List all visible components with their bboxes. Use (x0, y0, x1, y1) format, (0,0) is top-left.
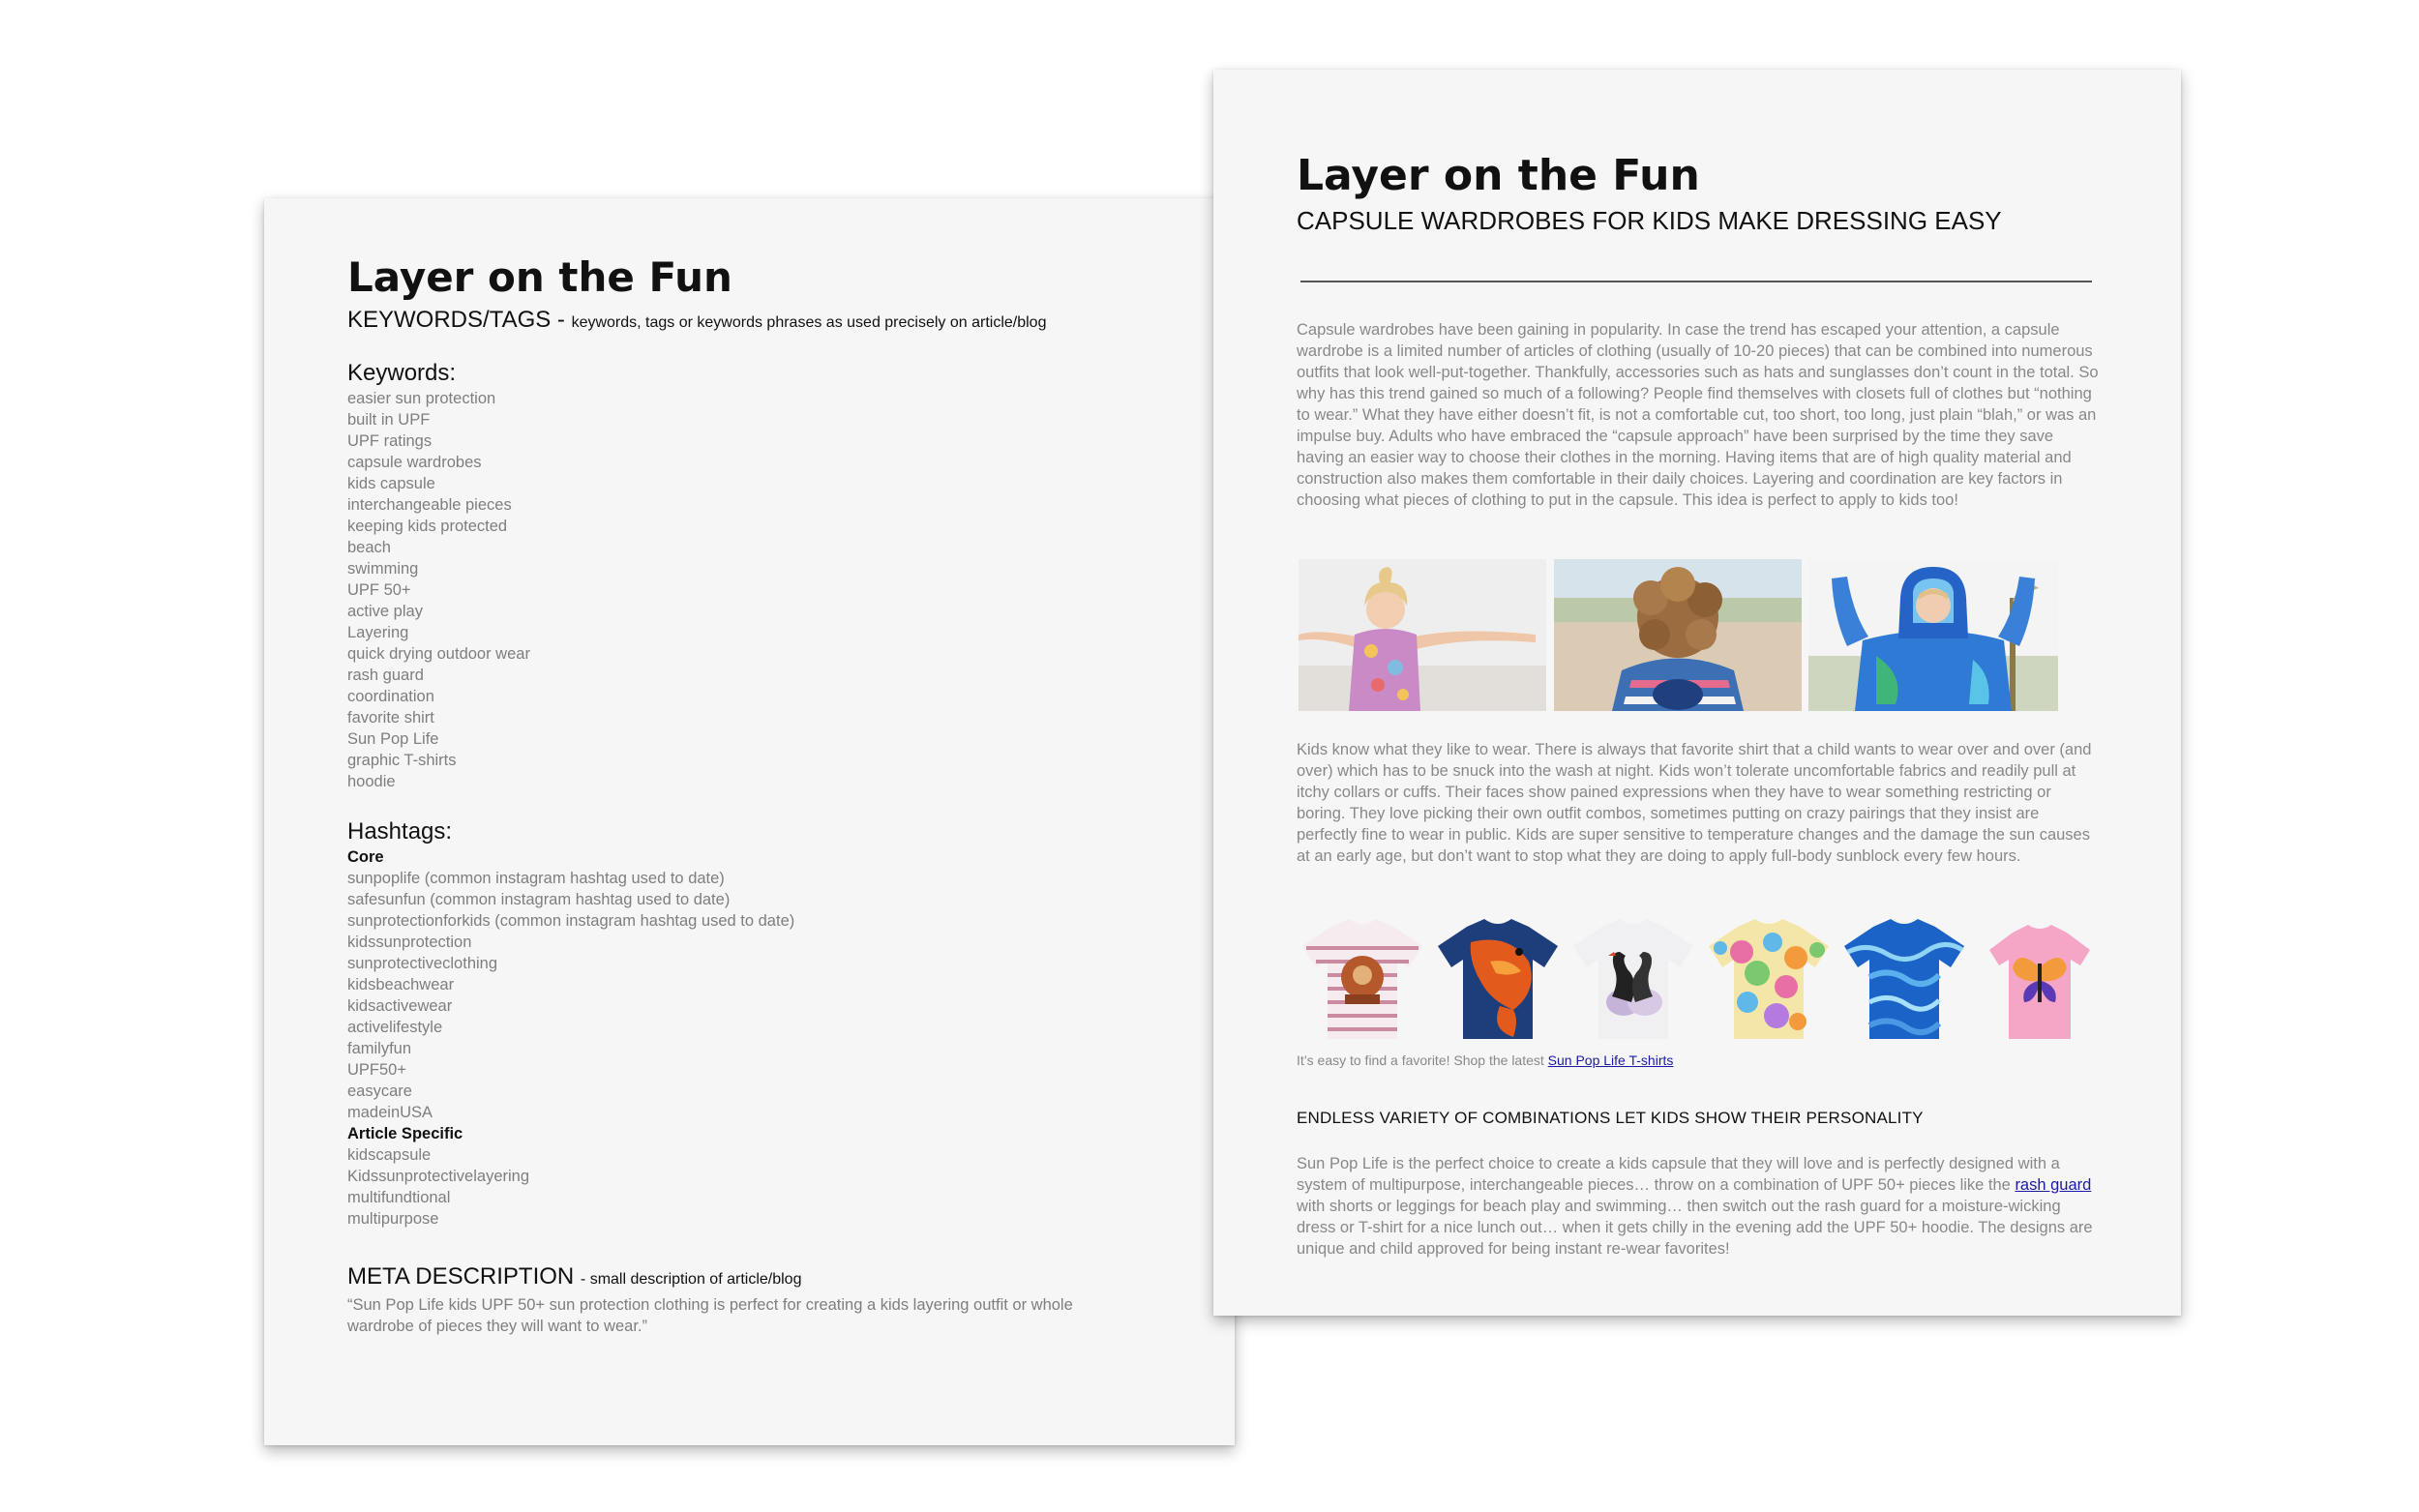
para3-text-a: Sun Pop Life is the perfect choice to create a kids capsule that they will love and is perfectly designed with a system of multipurpose, interchangeable pieces… throw on a combination of UPF 50+ pieces like the (1297, 1155, 2060, 1194)
photo-girl-arms-out (1299, 559, 1546, 711)
photo-curly-hair-beach (1554, 559, 1802, 711)
hashtag-item: familyfun (347, 1040, 412, 1057)
hashtag-item: activelifestyle (347, 1019, 443, 1036)
section-heading: ENDLESS VARIETY OF COMBINATIONS LET KIDS SHOW THEIR PERSONALITY (1297, 1109, 1924, 1127)
article-hashtags-list (347, 1144, 1199, 1230)
keyword-item: keeping kids protected (347, 518, 508, 535)
tshirt-butterfly-pink (1974, 913, 2105, 1044)
intro-paragraph: Capsule wardrobes have been gaining in popularity. In case the trend has escaped your attention, a capsule wardrobe is a limited number of articles of clothing (usually of 10-20 pieces) that can be combined into numerous outfits that look well-put-together. Thankfully, accessories such as hats and sunglasses don’t count in the total. So why has this trend gained so much of a following? People find themselves with closets full of clothes but “nothing to wear.” What they have either doesn’t fit, is not a comfortable cut, too short, too long, just plain “blah,” or was an impulse buy. Adults who have embraced the “capsule approach” have been surprised by the time they save having an easier way to choose their clothes in the morning. Having items that are of high quality material and construction also makes them comfortable in their daily choices. Layering and coordination are key factors in choosing what pieces of clothing to put in the capsule. This idea is perfect to apply to kids too! (1297, 321, 2099, 509)
keyword-item: quick drying outdoor wear (347, 645, 530, 663)
meta-description-heading (347, 1262, 1199, 1294)
hashtag-item: safesunfun (common instagram hashtag used to date) (347, 891, 731, 908)
hashtag-item: sunpoplife (common instagram hashtag used to date) (347, 870, 725, 887)
keywords-document-page (264, 198, 1235, 1445)
article-title: Layer on the Fun (1297, 151, 1700, 200)
meta-description-text: “Sun Pop Life kids UPF 50+ sun protection clothing is perfect for creating a kids layering outfit or whole wardrobe of pieces they will want to wear.” (347, 1296, 1073, 1335)
keywords-tags-heading (347, 307, 1199, 334)
hashtag-item: kidscapsule (347, 1146, 432, 1164)
keyword-item: active play (347, 603, 423, 620)
hashtag-item: Kidssunprotectivelayering (347, 1168, 530, 1185)
keywords-heading: Keywords: (347, 360, 457, 386)
para3-text-b: with shorts or leggings for beach play and swimming… then switch out the rash guard for a moisture-wicking dress or T-shirt for a nice lunch out… when it gets chilly in the evening add the UPF 50+ hoodie. The designs are unique and child approved for being instant re-wear favorites! (1297, 1198, 2093, 1258)
caption-text: It’s easy to find a favorite! Shop the latest (1297, 1052, 1548, 1068)
tshirt-diver-helmet (1297, 913, 1428, 1044)
hashtag-item: kidssunprotection (347, 934, 472, 951)
keyword-item: Sun Pop Life (347, 730, 439, 748)
keyword-item: coordination (347, 688, 434, 705)
photo-boy-blue-hoodie (1808, 559, 2058, 711)
article-subtitle: CAPSULE WARDROBES FOR KIDS MAKE DRESSING EASY (1297, 206, 2002, 235)
kids-paragraph: Kids know what they like to wear. There is always that favorite shirt that a child wants to wear over and over (and over) which has to be snuck into the wash at night. Kids won’t tolerate uncomfortable fabrics and readily pull at itchy collars or cuffs. Their faces show pained expressions when they have to wear something restricting or boring. They love picking their own outfit combos, sometimes putting on crazy pairings that they insist are perfectly fine to wear in public. Kids are super sensitive to temperature changes and the damage the sun causes at an early age, but don’t want to stop what they are doing to apply full-body sunblock every few hours. (1297, 741, 2092, 865)
meta-description-note: - small description of article/blog (580, 1271, 802, 1288)
core-hashtags-list (347, 868, 1199, 1123)
tshirts-link[interactable]: Sun Pop Life T-shirts (1547, 1052, 1674, 1068)
hashtag-item: sunprotectionforkids (common instagram hashtag used to date) (347, 912, 795, 930)
keyword-item: capsule wardrobes (347, 454, 482, 471)
combinations-paragraph (1297, 1153, 2100, 1260)
hashtag-item: multifundtional (347, 1189, 451, 1206)
hashtag-item: easycare (347, 1082, 412, 1100)
tshirt-strip (1297, 913, 2080, 1044)
hashtags-heading: Hashtags: (347, 818, 453, 845)
keyword-item: kids capsule (347, 475, 435, 492)
keyword-item: built in UPF (347, 411, 431, 429)
meta-description-label: META DESCRIPTION (347, 1263, 575, 1290)
kids-photo-strip (1299, 559, 2063, 711)
keyword-item: hoodie (347, 773, 396, 790)
hashtag-item: sunprotectiveclothing (347, 955, 498, 972)
tshirt-black-swan (1568, 913, 1699, 1044)
article-specific-label: Article Specific (347, 1125, 463, 1142)
tshirt-caption (1297, 1052, 1673, 1068)
keywords-tags-note: keywords, tags or keywords phrases as used precisely on article/blog (571, 314, 1047, 331)
tshirt-blue-waves (1838, 913, 1970, 1044)
core-label: Core (347, 848, 384, 866)
keyword-item: interchangeable pieces (347, 496, 512, 514)
keyword-item: beach (347, 539, 391, 556)
keywords-tags-label: KEYWORDS/TAGS - (347, 307, 565, 333)
keyword-item: rash guard (347, 667, 424, 684)
keyword-item: UPF ratings (347, 432, 433, 450)
keyword-item: graphic T-shirts (347, 752, 457, 769)
rash-guard-link[interactable]: rash guard (2015, 1176, 2092, 1194)
keyword-item: swimming (347, 560, 419, 578)
divider (1300, 281, 2092, 282)
page-title: Layer on the Fun (347, 253, 732, 301)
hashtag-item: kidsactivewear (347, 997, 453, 1015)
article-document-page (1213, 70, 2181, 1316)
keyword-item: UPF 50+ (347, 581, 411, 599)
keyword-item: Layering (347, 624, 409, 641)
hashtag-item: multipurpose (347, 1210, 439, 1228)
keyword-item: easier sun protection (347, 390, 496, 407)
tshirt-floral-pattern (1703, 913, 1835, 1044)
hashtag-item: kidsbeachwear (347, 976, 455, 993)
tshirt-koi-fish (1432, 913, 1564, 1044)
hashtag-item: madeinUSA (347, 1104, 433, 1121)
keywords-list (347, 388, 1199, 792)
hashtag-item: UPF50+ (347, 1061, 406, 1079)
keyword-item: favorite shirt (347, 709, 434, 726)
